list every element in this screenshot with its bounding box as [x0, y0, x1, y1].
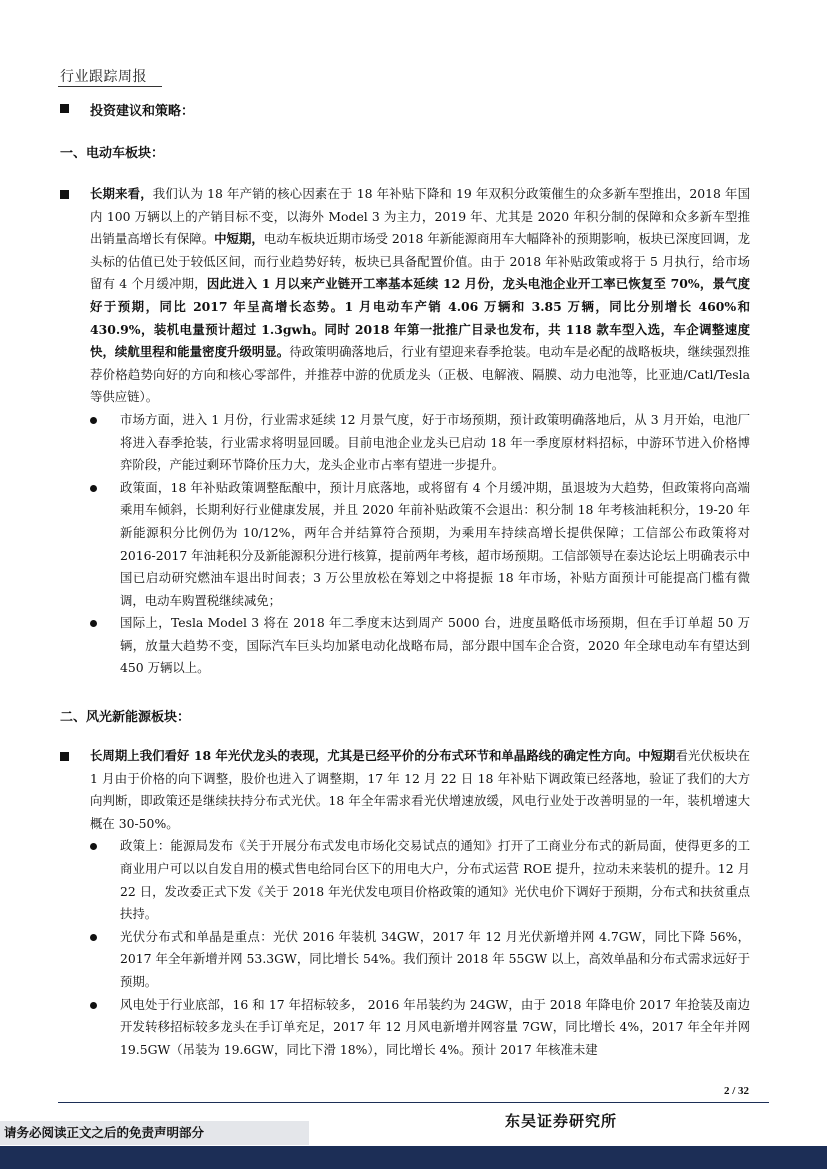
company-name: 东吴证券研究所: [505, 1112, 618, 1130]
round-bullet-icon: [90, 1002, 97, 1009]
round-bullet-icon: [90, 843, 97, 850]
round-bullet-icon: [90, 620, 97, 627]
round-bullet-icon: [90, 934, 97, 941]
pv-section: [60, 745, 750, 1061]
pv-sub-distributed: 光伏分布式和单晶是重点：光伏 2016 年装机 34GW，2017 年 12 月光伏新增并网 4.7GW，同比下降 56%，2017 年全年新增并网 53.3GW，同比增长 54%。我们预计 2018 年 55GW 以上，高效单晶和分布式需求远好于预期。: [90, 926, 750, 994]
ev-section-heading: 一、电动车板块：: [60, 146, 165, 161]
page-number: 2 / 32: [723, 1085, 749, 1097]
ev-sub-international: 国际上，Tesla Model 3 将在 2018 年二季度末达到周产 5000 台，进度虽略低市场预期，但在手订单超 50 万辆，放量大趋势不变，国际汽车巨头均加紧电动化战略布局，部分跟中国车企合资，2020 年全球电动车有望达到 450 万辆以上。: [90, 612, 750, 680]
disclaimer-note: 请务必阅读正文之后的免责声明部分: [0, 1121, 309, 1145]
square-bullet-icon: [60, 752, 69, 761]
pv-main-paragraph: 长周期上我们看好 18 年光伏龙头的表现，尤其是已经平价的分布式环节和单晶路线的确定性方向。中短期看光伏板块在 1 月由于价格的向下调整，股价也进入了调整期，17 年 12 月 22 日 18 年补贴下调政策已经落地，验证了我们的大方向判断，即政策还是继续扶持分布式光伏。18 年全年需求看光伏增速放缓，风电行业处于改善明显的一年，装机增速大概在 30-50%。: [90, 748, 751, 831]
pv-section-heading: 二、风光新能源板块：: [60, 710, 191, 725]
round-bullet-icon: [90, 417, 97, 424]
ev-sub-market: 市场方面，进入 1 月份，行业需求延续 12 月景气度，好于市场预期，预计政策明确落地后，从 3 月开始，电池厂将进入春季抢装，行业需求将明显回暖。目前电池企业龙头已启动 18 年一季度原材料招标，中游环节进入价格博弈阶段，产能过剩环节降价压力大，龙头企业市占率有望进一步提升。: [90, 409, 750, 477]
square-bullet-icon: [60, 190, 69, 199]
header-underline: [58, 86, 162, 87]
ev-sub-policy: 政策面，18 年补贴政策调整酝酿中，预计月底落地，或将留有 4 个月缓冲期，虽退坡为大趋势，但政策将向高端乘用车倾斜，长期利好行业健康发展，并且 2020 年前补贴政策不会退出：积分制 18 年考核油耗积分，19-20 年新能源积分比例仍为 10/12%，两年合并结算符合预期，为乘用车持续高增长提供保障；工信部公布政策将对 2016-2017 年油耗积分及新能源积分进行核算，提前两年考核，超市场预期。工信部领导在泰达论坛上明确表示中国已启动研究燃油车退出时间表；3 万公里放松在筹划之中将提振 18 年市场，补贴方面预计可能提高门槛有微调，电动车购置税继续减免；: [90, 477, 750, 613]
pv-sub-policy: 政策上：能源局发布《关于开展分布式发电市场化交易试点的通知》打开了工商业分布式的新局面，使得更多的工商业用户可以以自发自用的模式售电给同台区下的用电大户，分布式运营 ROE 提升，拉动未来装机的提升。12 月 22 日，发改委正式下发《关于 2018 年光伏发电项目价格政策的通知》光伏电价下调好于预期，分布式和扶贫重点扶持。: [90, 835, 750, 925]
investment-heading: 投资建议和策略：: [60, 100, 827, 119]
square-bullet-icon: [60, 104, 69, 113]
ev-main-paragraph: 长期来看，我们认为 18 年产销的核心因素在于 18 年补贴下降和 19 年双积分政策催生的众多新车型推出，2018 年国内 100 万辆以上的产销目标不变，以海外 Model 3 为主力，2019 年、尤其是 2020 年积分制的保障和众多新车型推出销量高增长有保障。中短期，电动车板块近期市场受 2018 年新能源商用车大幅降补的预期影响，板块已深度回调，龙头标的估值已处于较低区间，而行业趋势好转，板块已具备配置价值。由于 2018 年补贴政策或将于 5 月执行，给市场留有 4 个月缓冲期，因此进入 1 月以来产业链开工率基本延续 12 月份，龙头电池企业开工率已恢复至 70%，景气度好于预期，同比 2017 年呈高增长态势。1 月电动车产销 4.06 万辆和 3.85 万辆，同比分别增长 460%和 430.9%，装机电量预计超过 1.3gwh。同时 2018 年第一批推广目录也发布，共 118 款车型入选，车企调整速度快，续航里程和能量密度升级明显。待政策明确落地后，行业有望迎来春季抢装。电动车是必配的战略板块，继续强烈推荐价格趋势向好的方向和核心零部件，并推荐中游的优质龙头（正极、电解液、隔膜、动力电池等，比亚迪/Catl/Tesla 等供应链）。: [90, 186, 751, 405]
footer-band: [0, 1146, 827, 1169]
footer-divider: [58, 1102, 769, 1103]
report-type-title: 行业跟踪周报: [60, 69, 147, 85]
round-bullet-icon: [90, 485, 97, 492]
pv-sub-wind: 风电处于行业底部，16 和 17 年招标较多， 2016 年吊装约为 24GW，由于 2018 年降电价 2017 年抢装及南边开发转移招标较多龙头在手订单充足，2017 年 12 月风电新增并网容量 7GW，同比增长 4%，2017 年全年并网 19.5GW（吊装为 19.6GW，同比下滑 18%），同比增长 4%。预计 2017 年核准未建: [90, 994, 750, 1062]
ev-section: [60, 183, 750, 680]
